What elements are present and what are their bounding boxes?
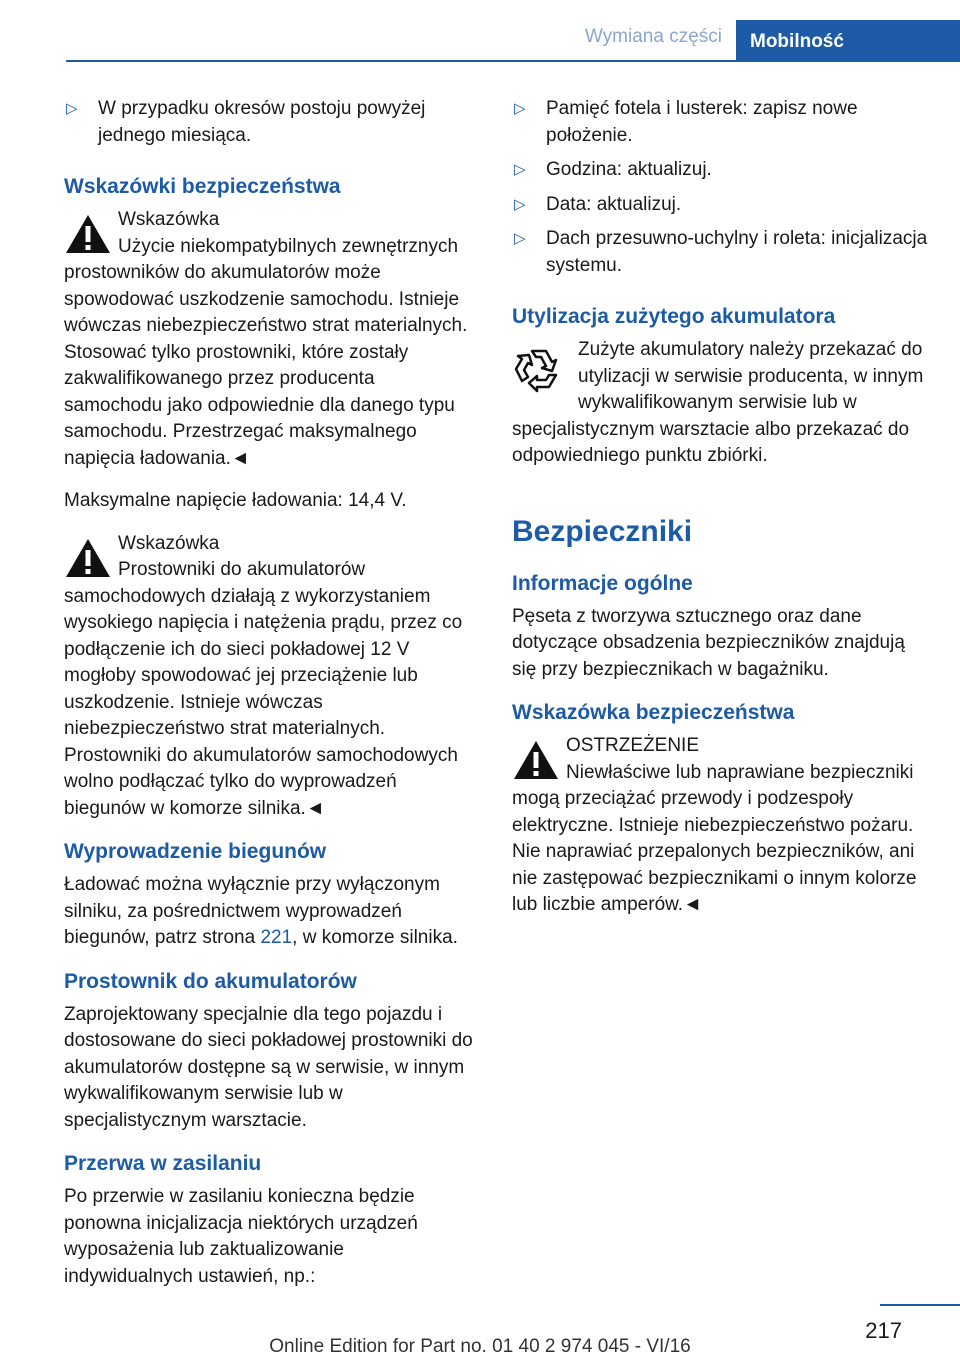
- page-number: 217: [865, 1318, 902, 1343]
- section-heading-safety: Wskazówki bezpieczeństwa: [64, 175, 341, 198]
- notice-block: [64, 207, 478, 472]
- triangle-bullet-icon: ▷: [514, 230, 526, 247]
- chapter-heading-fuses: Bezpieczniki: [512, 514, 693, 548]
- warning-triangle-icon: [64, 537, 112, 579]
- disposal-paragraph: Zużyte akumulatory należy przekazać do utylizacji w serwisie producenta, w innym wykwalifikowanym serwisie lub w specjalistycznym warsztacie albo przekazać do odpowiedniego punktu zbiórki.: [512, 339, 924, 466]
- left-column: [64, 96, 478, 1290]
- header-rule: [66, 60, 960, 62]
- notice-text: Prostowniki do akumulatorów samochodowych działają z wykorzystaniem wysokiego napięcia i natężenia prądu, przez co podłączenie ich do sieci pokładowej 12 V mogłoby spowodować jej przeciążenie lub uszkodzenie. Istnieje wówczas niebezpieczeństwo strat materialnych. Prostowniki do akumulatorów samochodowych wolno podłączać tylko do wyprowadzeń biegunów w komorze silnika.◄: [64, 559, 463, 819]
- warning-text: Niewłaściwe lub naprawiane bezpieczniki mogą przeciążać przewody i podzespoły elektryczne. Istnieje niebezpieczeństwo pożaru. Nie naprawiać przepalonych bezpieczników, ani nie zastępować bezpiecznikami o innym kolorze lub liczbie amperów.◄: [512, 761, 917, 915]
- header-chapter-tab[interactable]: Mobilność: [736, 20, 960, 62]
- max-voltage-text: Maksymalne napięcie ładowania: 14,4 V.: [64, 490, 407, 511]
- general-paragraph: Pęseta z tworzywa sztucznego oraz dane dotyczące obsadzenia bezpieczników znajdują się przy bezpiecznikach w bagażniku.: [512, 605, 905, 680]
- notice-block: [64, 531, 478, 823]
- section-heading-general: Informacje ogólne: [512, 571, 693, 595]
- section-heading-outage: Przerwa w zasilaniu: [64, 1152, 262, 1175]
- warning-triangle-icon: [64, 213, 112, 255]
- list-item: ▷ Data: aktualizuj.: [512, 192, 928, 219]
- section-heading-poles: Wyprowadzenie biegunów: [64, 840, 327, 863]
- charger-paragraph: Zaprojektowany specjalnie dla tego pojazdu i dostosowane do sieci pokładowej prostowniki do akumulatorów dostępne są w serwisie, w innym wykwalifikowanym serwisie lub w specjalistycznym warsztacie.: [64, 1003, 473, 1131]
- warning-block: [512, 733, 928, 919]
- poles-paragraph: Ładować można wyłącznie przy wyłączonym silniku, za pośrednictwem wyprowadzeń biegunów, patrz strona 221, w komorze silnika.: [64, 874, 458, 948]
- recycle-icon: [512, 343, 566, 397]
- warning-label: OSTRZEŻENIE: [566, 735, 700, 756]
- footer-rule: [880, 1304, 960, 1306]
- triangle-bullet-icon: ▷: [66, 100, 78, 117]
- list-item: ▷ W przypadku okresów postoju powyżej jednego miesiąca.: [66, 98, 426, 146]
- notice-label: Wskazówka: [118, 532, 220, 554]
- triangle-bullet-icon: ▷: [514, 161, 526, 178]
- list-item: ▷ Godzina: aktualizuj.: [512, 157, 928, 184]
- section-heading-disposal: Utylizacja zużytego akumulatora: [512, 305, 836, 328]
- list-item: ▷ Pamięć fotela i lusterek: zapisz nowe położenie.: [514, 98, 858, 146]
- section-heading-fuse-safety: Wskazówka bezpieczeństwa: [512, 701, 795, 724]
- warning-triangle-icon: [512, 739, 560, 781]
- page-link[interactable]: 221: [260, 927, 293, 948]
- triangle-bullet-icon: ▷: [514, 195, 526, 213]
- header-section-title: Wymiana części: [584, 26, 722, 47]
- notice-text: Użycie niekompatybilnych zewnętrznych prostowników do akumulatorów może spowodować uszkodzenie samochodu. Istnieje wówczas niebezpieczeństwo strat materialnych. Stosować tylko prostowniki, które zostały zakwalifikowanego przez producenta samochodu jako odpowiednie dla danego typu samochodu. Przestrzegać maksymalnego napięcia ładowania.◄: [64, 235, 468, 469]
- section-heading-charger: Prostownik do akumulatorów: [64, 969, 357, 993]
- disposal-block: [512, 337, 928, 470]
- edition-footer: Online Edition for Part no. 01 40 2 974 045 - VI/16: [269, 1336, 691, 1357]
- triangle-bullet-icon: ▷: [514, 100, 526, 117]
- outage-paragraph: Po przerwie w zasilaniu konieczna będzie ponowna inicjalizacja niektórych urządzeń wyposażenia lub zaktualizowanie indywidualnych ustawień, np.:: [64, 1186, 418, 1287]
- list-item: ▷ Dach przesuwno-uchylny i roleta: inicjalizacja systemu.: [514, 228, 928, 276]
- notice-label: Wskazówka: [118, 209, 220, 230]
- right-column: [512, 96, 928, 919]
